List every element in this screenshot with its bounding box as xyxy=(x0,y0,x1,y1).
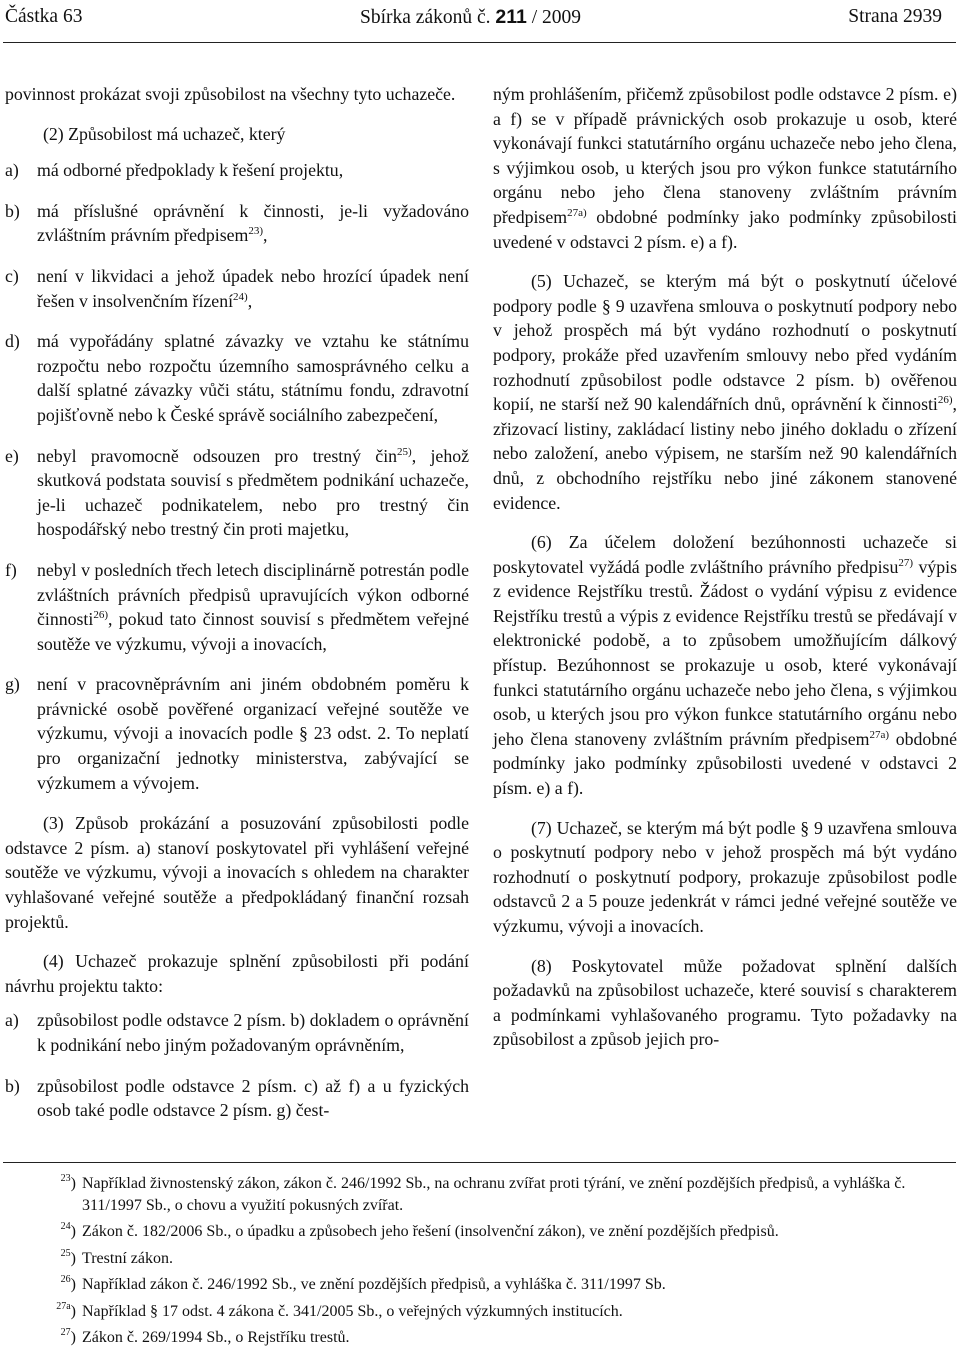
footnote-item xyxy=(38,1274,959,1296)
paragraph-2-intro: (2) Způsobilost má uchazeč, který xyxy=(43,123,286,144)
page-number: Strana 2939 xyxy=(848,6,942,27)
collection-title xyxy=(360,6,581,29)
list-item xyxy=(5,329,469,427)
footnote-ref: 24) xyxy=(233,290,248,303)
footnote-ref: 27a) xyxy=(567,206,587,219)
header-divider xyxy=(3,42,956,43)
text-segment: má vypořádány splatné závazky ve vztahu ke státnímu rozpočtu nebo rozpočtu územního samosprávného celku a další splatné závazky vůči státu, státnímu fondu, zdravotní pojišťovně nebo k České správě sociálního zabezpečení, xyxy=(37,331,469,425)
text-segment: má odborné předpoklady k řešení projektu, xyxy=(37,160,344,181)
text-segment: (5) Uchazeč, se kterým má být o poskytnutí účelové podpory podle § 9 uzavřena smlouva o poskytnutí podpory nebo v jehož prospěch má být vydáno rozhodnutí o poskytnutí podpory, prokáže před uzavřením smlouvy nebo před vydáním rozhodnutí způsobilost podle odstavce 2 písm. b) ověřenou kopií, ne starší než 90 kalendářních dnů, oprávnění k činnosti xyxy=(493,271,957,415)
text-segment: , zřizovací listiny, zakládací listiny nebo jiného dokladu o zřízení nebo založení, anebo výpisem, ne starším než 90 kalendářních dnů, z obchodního rejstříku nebo jiné zákonem stanovené evidence. xyxy=(493,394,957,513)
paragraph-8: (8) Poskytovatel může požadovat splnění dalších požadavků na způsobilost uchazeče, které souvisí s charakterem a podmínkami vyhlašovaného programu. Tyto požadavky na způsobilost a způsob jejich pro- xyxy=(493,955,957,1050)
item-text xyxy=(37,264,469,313)
footnote-ref: 26) xyxy=(93,609,108,622)
item-text xyxy=(37,329,469,427)
footnote-mark: $^{24}$) xyxy=(60,1221,76,1240)
footnote-ref: 26) xyxy=(937,394,953,407)
footnote-text: Trestní zákon. xyxy=(82,1249,173,1267)
item-label: g) xyxy=(5,674,20,695)
list-item xyxy=(5,264,469,313)
text-segment: způsobilost podle odstavce 2 písm. c) až f) a u fyzických osob také podle odstavce 2 písm. g) čest- xyxy=(37,1075,469,1121)
left-column xyxy=(5,82,469,1139)
footnote-item xyxy=(38,1221,959,1243)
footnote-mark: $^{23}$) xyxy=(60,1173,76,1192)
paragraph-6 xyxy=(493,530,957,801)
issue-number: Částka 63 xyxy=(5,6,83,27)
footnote-text: Například zákon č. 246/1992 Sb., ve znění pozdějších předpisů, a vyhláška č. 311/1997 Sb. xyxy=(82,1276,666,1293)
page-header xyxy=(5,6,942,34)
footnote-mark: $^{27a}$) xyxy=(56,1300,76,1320)
text-segment: , xyxy=(263,225,268,246)
list-item xyxy=(5,1074,469,1123)
item-label: d) xyxy=(5,331,20,352)
footnote-item xyxy=(38,1327,959,1349)
item-text xyxy=(37,558,469,656)
text-segment: není v likvidaci a jehož úpadek nebo hrozící úpadek není řešen v insolvenčním řízení xyxy=(37,265,469,311)
footnote-number: 27a xyxy=(56,1300,71,1312)
footnote-ref: 27) xyxy=(898,556,914,569)
list-item xyxy=(5,1008,469,1057)
list-item xyxy=(5,672,469,795)
footnote-item xyxy=(38,1301,959,1323)
text-segment: není v pracovněprávním ani jiném obdobném poměru k právnické osobě pověřené organizací veřejné soutěže ve výzkumu, vývoji a inovacích podle § 23 odst. 2. To neplatí pro organizační jednotky ministerstva, zabývající se výzkumem a vývojem. xyxy=(37,674,469,793)
footnote-number: 27 xyxy=(60,1327,71,1338)
footnote-number: 26 xyxy=(60,1274,71,1285)
footnote-number: 23 xyxy=(60,1173,71,1184)
footnote-text: Například § 17 odst. 4 zákona č. 341/2005 Sb., o veřejných výzkumných institucích. xyxy=(82,1302,623,1320)
footnote-item xyxy=(38,1173,959,1216)
text-segment: má příslušné oprávnění k činnosti, je-li vyžadováno zvláštním právním předpisem xyxy=(37,200,469,246)
footnote-text: Zákon č. 269/1994 Sb., o Rejstříku trestů. xyxy=(82,1329,350,1346)
item-text xyxy=(37,444,469,542)
footnote-item xyxy=(38,1248,959,1270)
item-text xyxy=(37,199,469,248)
list-item xyxy=(5,158,469,183)
text-segment: ným prohlášením, přičemž způsobilost podle odstavce 2 písm. e) a f) se v případě právnických osob prokazuje u osob, které vykonávají funkci statutárního orgánu uchazeče nebo jeho člena, s výjimkou osob, u kterých jsou pro výkon funkce statutárního orgánu nebo jeho člena stanoveny zvláštním právním předpisem xyxy=(493,84,957,227)
footnote-divider xyxy=(3,1162,956,1163)
text-segment: výpis z evidence Rejstříku trestů. Žádost o vydání výpisu z evidence Rejstříku trestů a výpis z evidence Rejstříku trestů se předávají v elektronické podobě, a to způsobem umožňujícím dálkový přístup. Bezúhonnost se prokazuje u osob, které vykonávají funkci statutárního orgánu uchazeče nebo jeho člena, s výjimkou osob, u kterých jsou pro výkon funkce statutárního orgánu nebo jeho člena stanoveny zvláštním právním předpisem xyxy=(493,556,958,749)
item-label: c) xyxy=(5,265,19,286)
text-segment: (6) Za účelem doložení bezúhonnosti uchazeče si poskytovatel vyžádá podle zvláštního právního předpisu xyxy=(493,532,957,577)
item-label: f) xyxy=(5,559,17,580)
text-segment: obdobné podmínky jako podmínky způsobilosti uvedené v odstavci 2 písm. e) a f). xyxy=(493,728,957,799)
paragraph-7: (7) Uchazeč, se kterým má být podle § 9 uzavřena smlouva o poskytnutí podpory nebo v jehož prospěch má být vydáno rozhodnutí o poskytnutí podpory, prokazuje způsobilost podle odstavců 2 a 5 pouze jedenkrát v rámci jedné veřejné soutěže ve výzkumu, vývoji a inovacích. xyxy=(493,817,957,936)
item-label: a) xyxy=(5,1010,19,1031)
paragraph-2-list xyxy=(5,158,469,795)
collection-prefix: Sbírka zákonů č. xyxy=(360,7,491,28)
text-segment: nebyl v posledních třech letech disciplinárně potrestán podle zvláštních právních předpisů upravujících výkon odborné činnosti xyxy=(37,559,469,630)
item-label: b) xyxy=(5,200,20,221)
paragraph-continuation: povinnost prokázat svoji způsobilost na všechny tyto uchazeče. xyxy=(5,84,456,104)
list-item xyxy=(5,558,469,656)
text-segment: obdobné podmínky jako podmínky způsobilosti uvedené v odstavci 2 písm. e) a f). xyxy=(493,206,957,252)
footnote-ref: 23) xyxy=(248,225,264,238)
paragraph-3: (3) Způsob prokázání a posuzování způsobilosti podle odstavce 2 písm. a) stanoví poskytovatel při vyhlášení veřejné soutěže ve výzkumu, vývoji a inovacích s ohledem na charakter vyhlašované veřejné soutěže a předpokládaný finanční rozsah projektů. xyxy=(5,813,469,932)
text-segment: nebyl pravomocně odsouzen pro trestný čin xyxy=(37,445,398,466)
footnote-number: 25 xyxy=(60,1247,71,1259)
text-segment: , jehož skutková podstata souvisí s předmětem podnikání uchazeče, je-li uchazeč podnikatelem, nebo pro trestný čin hospodářský nebo trestný čin proti majetku, xyxy=(37,445,469,540)
footnote-number: 24 xyxy=(60,1221,71,1232)
text-segment: , pokud tato činnost souvisí s předmětem veřejné soutěže ve výzkumu, vývoji a inovacích, xyxy=(37,609,469,654)
footnote-mark: $^{25}$) xyxy=(60,1247,76,1267)
paragraph-4-list xyxy=(5,1008,469,1122)
item-text xyxy=(37,1008,469,1057)
footnotes xyxy=(38,1173,959,1354)
item-text xyxy=(37,158,469,183)
paragraph-4b-continuation xyxy=(493,82,957,254)
item-label: a) xyxy=(5,160,19,181)
right-column xyxy=(493,82,957,1067)
text-segment: , xyxy=(247,290,253,311)
footnote-ref: 27a) xyxy=(869,728,889,741)
item-text xyxy=(37,1074,469,1123)
text-segment: způsobilost podle odstavce 2 písm. b) dokladem o oprávnění k podnikání nebo jiným požadovaným oprávněním, xyxy=(37,1010,469,1055)
footnote-mark: $^{27}$) xyxy=(60,1327,76,1346)
item-label: b) xyxy=(5,1075,20,1096)
item-text xyxy=(37,672,469,795)
footnote-mark: $^{26}$) xyxy=(60,1274,76,1293)
paragraph-4-intro: (4) Uchazeč prokazuje splnění způsobilosti při podání návrhu projektu takto: xyxy=(5,951,469,996)
collection-year: / 2009 xyxy=(531,7,582,28)
list-item xyxy=(5,199,469,248)
law-number: 211 xyxy=(495,6,527,28)
footnote-ref: 25) xyxy=(397,445,412,458)
footnote-text: Zákon č. 182/2006 Sb., o úpadku a způsobech jeho řešení (insolvenční zákon), ve znění pozdějších předpisů. xyxy=(82,1223,779,1240)
item-label: e) xyxy=(5,445,19,466)
list-item xyxy=(5,444,469,542)
paragraph-5 xyxy=(493,269,957,515)
footnote-text: Například živnostenský zákon, zákon č. 246/1992 Sb., na ochranu zvířat proti týrání, ve znění pozdějších předpisů, a vyhláška č. 311/1997 Sb., o chovu a využití pokusných zvířat. xyxy=(82,1175,906,1214)
